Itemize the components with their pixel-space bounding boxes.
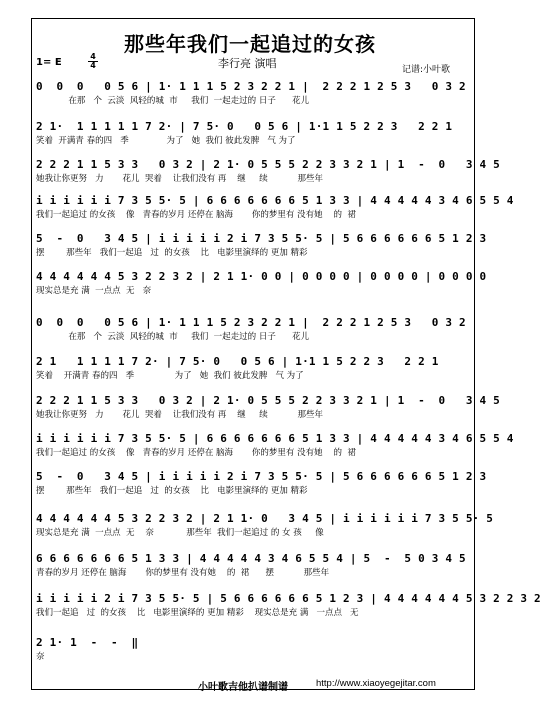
notation-line: 4 4 4 4 4 4 5 3 2 2 3 2 | 2 1 1· 0 3 4 5 | i i i i i i 7 3 5 5· 5 [36, 512, 494, 525]
notation-line: 5 - 0 3 4 5 | i i i i i 2 i 7 3 5 5· 5 | 5 6 6 6 6 6 6 5 1 2 3 [36, 470, 487, 483]
lyric-line: 奈 [36, 652, 45, 662]
notation-line: 0 0 0 0 5 6 | 1· 1 1 1 5 2 3 2 2 1 | 2 2 2 1 2 5 3 0 3 2 [36, 80, 466, 93]
singer-credit: 李行亮 演唱 [218, 57, 277, 70]
lyric-line: 她我让你更努 力 花儿 哭着 让我们没有 再 继 续 那些年 [36, 410, 323, 420]
meter-top: 4 [90, 52, 96, 61]
lyric-line: 我们一起追 过 的女孩 比 电影里演绎的 更加 精彩 现实总是充 满 一点点 无 [36, 608, 359, 618]
lyric-line: 笑着 开满青 春的四 季 为了 她 我们 彼此发脾 气 为了 [36, 136, 296, 146]
notation-line: 0 0 0 0 5 6 | 1· 1 1 1 5 2 3 2 2 1 | 2 2 2 1 2 5 3 0 3 2 [36, 316, 466, 329]
lyric-line: 摆 那些年 我们一起追 过 的女孩 比 电影里演绎的 更加 精彩 [36, 248, 308, 258]
lyric-line: 我们一起追过 的女孩 像 青春的岁月 还停在 脑海 你的梦里有 没有她 的 裙 [36, 448, 356, 458]
lyric-line: 她我让你更努 力 花儿 哭着 让我们没有 再 继 续 那些年 [36, 174, 323, 184]
meter-bottom: 4 [88, 61, 98, 70]
lyric-line: 摆 那些年 我们一起追 过 的女孩 比 电影里演绎的 更加 精彩 [36, 486, 308, 496]
notation-line: 6 6 6 6 6 6 6 5 1 3 3 | 4 4 4 4 4 3 4 6 5 5 4 | 5 - 5 0 3 4 5 [36, 552, 466, 565]
lyric-line: 现实总是充 满 一点点 无 奈 那些年 我们一起追过 的 女 孩 像 [36, 528, 324, 538]
time-signature [88, 53, 98, 70]
notation-line: 2 1 1 1 1 1 7 2· | 7 5· 0 0 5 6 | 1·1 1 5 2 2 3 2 2 1 [36, 355, 439, 368]
footer-credit: 小叶歌吉他扒谱制谱 [198, 682, 288, 693]
notation-line: 2 2 2 1 1 5 3 3 0 3 2 | 2 1· 0 5 5 5 2 2 3 3 2 1 | 1 - 0 3 4 5 [36, 394, 500, 407]
notation-line: 4 4 4 4 4 4 5 3 2 2 3 2 | 2 1 1· 0 0 | 0 0 0 0 | 0 0 0 0 | 0 0 0 0 [36, 270, 487, 283]
footer-url: http://www.xiaoyegejitar.com [316, 678, 436, 689]
lyric-line: 我们一起追过 的女孩 像 青春的岁月 还停在 脑海 你的梦里有 没有她 的 裙 [36, 210, 356, 220]
lyric-line: 现实总是充 满 一点点 无 奈 [36, 286, 152, 296]
song-title: 那些年我们一起追过的女孩 [124, 32, 376, 56]
transcriber-credit: 记谱:小叶歌 [402, 65, 451, 75]
notation-line: 2 2 2 1 1 5 3 3 0 3 2 | 2 1· 0 5 5 5 2 2 3 3 2 1 | 1 - 0 3 4 5 [36, 158, 500, 171]
lyric-line: 笑着 开满青 春的四 季 为了 她 我们 彼此发脾 气 为了 [36, 371, 304, 381]
notation-line: 2 1· 1 1 1 1 1 7 2· | 7 5· 0 0 5 6 | 1·1 1 5 2 2 3 2 2 1 [36, 120, 453, 133]
lyric-line: 在那 个 云淡 风轻的城 市 我们 一起走过的 日子 花儿 [36, 96, 310, 106]
key-signature: 1= E [36, 57, 62, 68]
page-border [31, 18, 541, 690]
notation-line: i i i i i i 7 3 5 5· 5 | 6 6 6 6 6 6 6 5 1 3 3 | 4 4 4 4 4 3 4 6 5 5 4 [36, 194, 514, 207]
notation-line: i i i i i 2 i 7 3 5 5· 5 | 5 6 6 6 6 6 6 5 1 2 3 | 4 4 4 4 4 4 5 3 2 2 3 2 [36, 592, 541, 605]
notation-line: i i i i i i 7 3 5 5· 5 | 6 6 6 6 6 6 6 5 1 3 3 | 4 4 4 4 4 3 4 6 5 5 4 [36, 432, 514, 445]
lyric-line: 在那 个 云淡 风轻的城 市 我们 一起走过的 日子 花儿 [36, 332, 310, 342]
notation-line: 5 - 0 3 4 5 | i i i i i 2 i 7 3 5 5· 5 | 5 6 6 6 6 6 6 5 1 2 3 [36, 232, 487, 245]
lyric-line: 青春的岁月 还停在 脑海 你的梦里有 没有她 的 裙 摆 那些年 [36, 568, 330, 578]
notation-line: 2 1· 1 - - ‖ [36, 636, 139, 649]
